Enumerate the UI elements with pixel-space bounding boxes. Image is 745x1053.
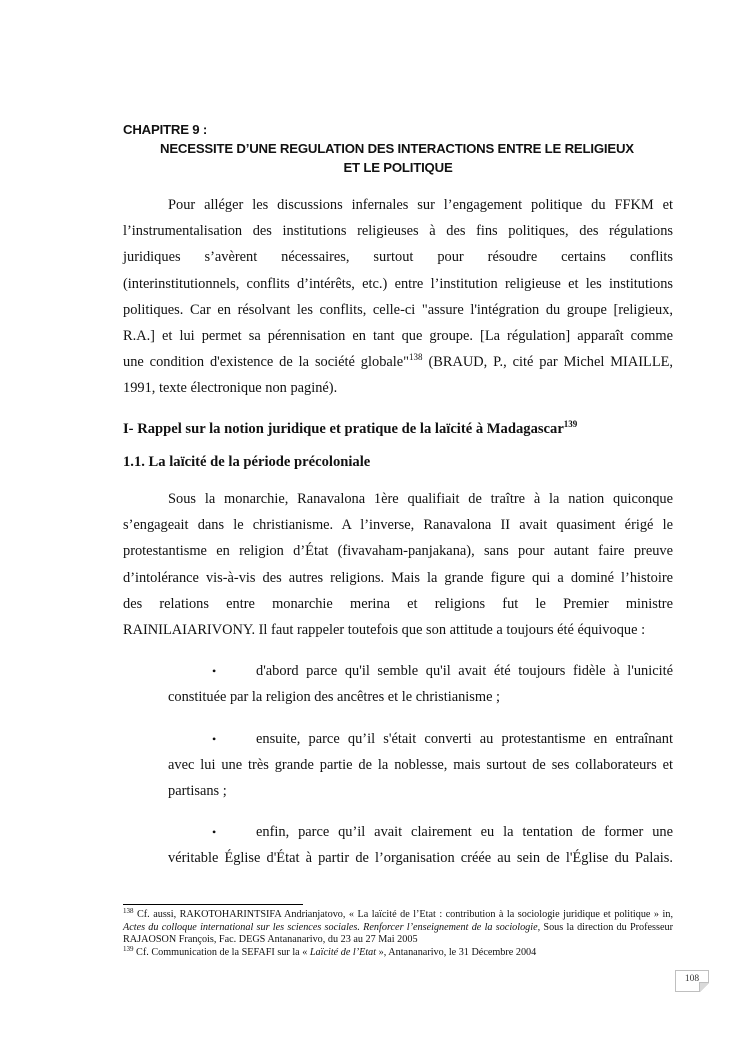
footnote-text: », Antananarivo, le 31 Décembre 2004 <box>376 946 537 958</box>
para2-line: des relations entre monarchie merina et religions fut le Premier ministre <box>123 595 673 612</box>
section-heading <box>123 419 673 438</box>
intro-line: juridiques s’avèrent nécessaires, surtout pour résoudre certains conflits <box>123 249 673 266</box>
bullet-marker: • <box>212 732 217 746</box>
footnote-text: Cf. Communication de la SEFAFI sur la « <box>133 946 310 958</box>
monarchy-paragraph <box>123 486 673 643</box>
para2-line: s’engageait dans le christianisme. A l’inverse, Ranavalona II avait quasiment érigé le <box>123 517 673 534</box>
intro-line: (interinstitutionnels, conflits d’intérêts, etc.) entre l’institution religieuse et les institutions <box>123 275 673 292</box>
bullet-line: enfin, parce qu’il avait clairement eu la tentation de former une <box>256 824 673 840</box>
bullet-marker: • <box>212 664 217 678</box>
bullet-line: ensuite, parce qu’il s'était converti au protestantisme en entraînant <box>256 731 673 747</box>
bullet-item <box>168 658 673 710</box>
intro-paragraph <box>123 192 673 402</box>
bullet-marker: • <box>212 825 217 839</box>
bullet-line: partisans ; <box>168 783 227 800</box>
footnote-italic: Actes du colloque international sur les sciences sociales. Renforcer l’enseignement de la sociologie, <box>123 921 541 933</box>
footnotes <box>123 909 673 959</box>
section-heading-text: I- Rappel sur la notion juridique et pratique de la laïcité à Madagascar <box>123 421 564 437</box>
page-number-text: 108 <box>684 974 700 984</box>
chapter-title-line-2-text: ET LE POLITIQUE <box>343 160 453 175</box>
bullet-line: avec lui une très grande partie de la noblesse, mais surtout de ses collaborateurs et <box>168 757 673 774</box>
intro-line: politiques. Car en résolvant les conflits, celle-ci "assure l'intégration du groupe [religieux, <box>123 301 673 318</box>
intro-line: R.A.] et lui permet sa pérennisation en tant que groupe. [La régulation] apparaît comme <box>123 328 673 345</box>
intro-line-text: (BRAUD, P., cité par Michel MIAILLE, <box>422 354 673 371</box>
para2-line: Sous la monarchie, Ranavalona 1ère qualifiait de traître à la nation quiconque <box>168 491 673 507</box>
footnote-separator <box>123 904 303 905</box>
footnote-ref-139[interactable]: 139 <box>563 419 578 429</box>
page-fold-icon <box>699 982 709 992</box>
bullet-item <box>168 819 673 871</box>
bullet-item <box>168 726 673 805</box>
bullet-line: véritable Église d'État à partir de l’organisation créée au sein de l'Église du Palais. <box>168 850 673 867</box>
subsection-heading: 1.1. La laïcité de la période précoloniale <box>123 454 371 470</box>
page-number <box>675 970 709 992</box>
chapter-title-line-2 <box>123 160 673 175</box>
footnote-ref-138[interactable]: 138 <box>409 352 423 363</box>
footnote-text: Sous la direction du Professeur RAJAOSON François, Fac. DEGS Antananarivo, du 23 au 27 Mai 2005 <box>123 921 673 946</box>
chapter-label: CHAPITRE 9 : <box>123 122 208 137</box>
intro-line: l’instrumentalisation des institutions religieuses à des fins politiques, des régulations <box>123 223 673 240</box>
intro-line: 1991, texte électronique non paginé). <box>123 380 338 397</box>
chapter-title-line-1: NECESSITE D’UNE REGULATION DES INTERACTIONS ENTRE LE RELIGIEUX <box>160 141 634 156</box>
footnote-number: 138 <box>123 907 134 915</box>
footnote-text: Cf. aussi, RAKOTOHARINTSIFA Andrianjatovo, « La laïcité de l’Etat : contribution à la sociologie juridique et politique » in, <box>133 909 673 920</box>
intro-line-text: une condition d'existence de la société globale" <box>123 354 410 371</box>
footnote-italic: Laïcité de l’Etat <box>309 946 377 958</box>
footnote-number: 139 <box>123 944 134 953</box>
para2-line: d’intolérance vis-à-vis des autres religions. Mais la grande figure qui a dominé l’histoire <box>123 569 673 586</box>
footnote-138 <box>123 909 673 947</box>
bullet-line: d'abord parce qu'il semble qu'il avait été toujours fidèle à l'unicité <box>256 663 673 679</box>
footnote-139 <box>123 944 673 960</box>
bullet-line: constituée par la religion des ancêtres et le christianisme ; <box>168 689 501 706</box>
intro-line: Pour alléger les discussions infernales sur l’engagement politique du FFKM et <box>168 197 673 213</box>
para2-line: protestantisme en religion d’État (fivavaham-panjakana), sans pour autant faire preuve <box>123 543 673 560</box>
intro-line <box>123 349 673 375</box>
para2-line: RAINILAIARIVONY. Il faut rappeler toutefois que son attitude a toujours été équivoque : <box>123 622 646 639</box>
